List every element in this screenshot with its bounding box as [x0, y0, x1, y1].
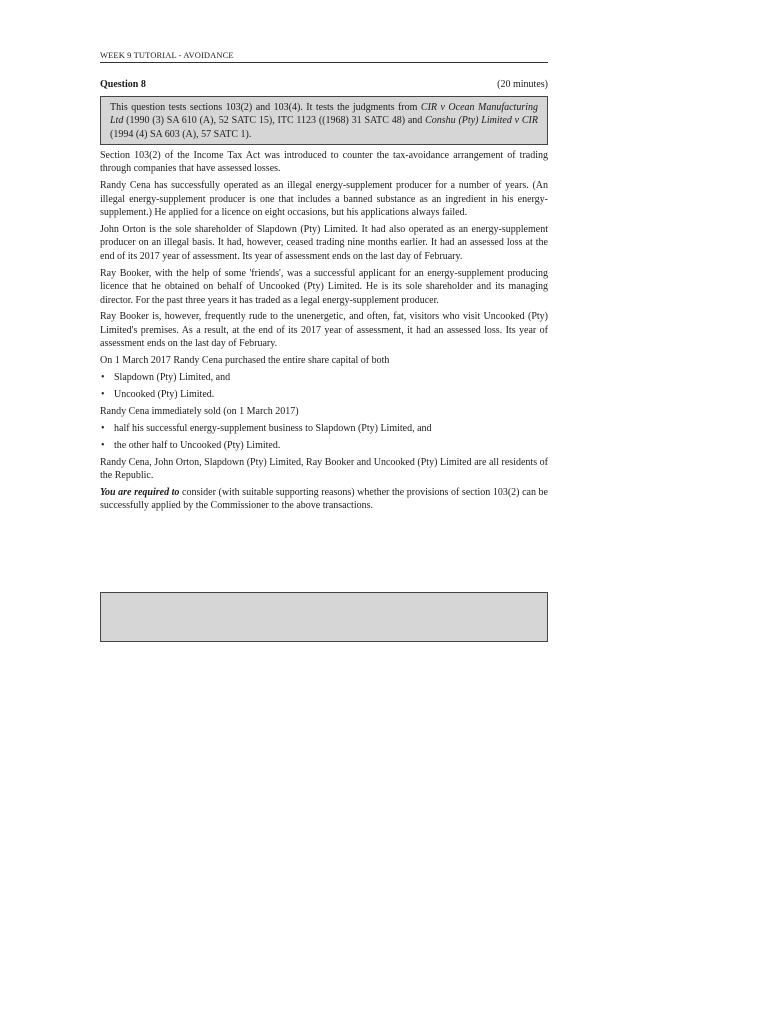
question-intro-box [100, 96, 548, 145]
running-header: WEEK 9 TUTORIAL - AVOIDANCE [100, 50, 548, 63]
paragraph-share-purchase: On 1 March 2017 Randy Cena purchased the entire share capital of both [100, 355, 390, 367]
requirement-lead: You are required to [100, 486, 180, 498]
paragraph-uncooked-loss: Ray Booker is, however, frequently rude to the unenergetic, and often, fat, visitors who visit Uncooked (Pty) Limited's premises. As a result, at the end of its 2017 year of assessment, it had an assessed loss. Its year of assessment ends on the last day of February. [100, 311, 548, 350]
list-item: • the other half to Uncooked (Pty) Limited. [101, 439, 281, 451]
requirement-paragraph [100, 486, 548, 513]
paragraph-randy-cena: Randy Cena has successfully operated as an illegal energy-supplement producer for a number of years. (An illegal energy-supplement producer is one that includes a banned substance as an ingredient in his energy-supplement.) He applied for a licence on eight occasions, but his applications always failed. [100, 180, 548, 219]
bullet-icon: • [101, 422, 105, 434]
intro-text-3: (1994 (4) SA 603 (A), 57 SATC 1). [110, 128, 252, 140]
question-time: (20 minutes) [497, 79, 548, 90]
intro-case-2: Conshu (Pty) Limited v CIR [425, 115, 538, 127]
question-heading-row [100, 79, 548, 90]
question-body [100, 149, 548, 516]
business-sale-list [100, 422, 548, 452]
paragraph-business-sale: Randy Cena immediately sold (on 1 March 2017) [100, 405, 299, 417]
list-item: • Slapdown (Pty) Limited, and [101, 372, 231, 384]
list-item: • Uncooked (Pty) Limited. [101, 389, 215, 400]
bullet-icon: • [101, 439, 105, 451]
paragraph-john-orton: John Orton is the sole shareholder of Slapdown (Pty) Limited. It had also operated as an energy-supplement producer on an illegal basis. It had, however, ceased trading nine months earlier. It had an assessed loss at the end of its 2017 year of assessment. Its year of assessment ends on the last day of February. [100, 224, 548, 262]
intro-text-1: This question tests sections 103(2) and 103(4). It tests the judgments from [110, 102, 421, 113]
intro-case-1: CIR v Ocean Manufacturing Ltd [110, 102, 538, 127]
requirement-text: consider (with suitable supporting reasons) whether the provisions of section 103(2) can be successfully applied by the Commissioner to the above transactions. [100, 486, 548, 512]
list-item: • half his successful energy-supplement business to Slapdown (Pty) Limited, and [101, 422, 432, 434]
share-purchase-list [100, 371, 548, 401]
bullet-icon: • [101, 389, 105, 400]
intro-text-2: (1990 (3) SA 610 (A), 52 SATC 15), ITC 1123 ((1968) 31 SATC 48) and [123, 115, 426, 127]
bullet-icon: • [101, 372, 105, 384]
paragraph-residents: Randy Cena, John Orton, Slapdown (Pty) Limited, Ray Booker and Uncooked (Pty) Limited are all residents of the Republic. [100, 456, 548, 482]
question-title: Question 8 [100, 79, 146, 90]
paragraph-section-103: Section 103(2) of the Income Tax Act was introduced to counter the tax-avoidance arrangement of trading through companies that have assessed losses. [100, 150, 548, 175]
answer-box [100, 592, 548, 642]
paragraph-ray-booker: Ray Booker, with the help of some 'friends', was a successful applicant for an energy-supplement producing licence that he obtained on behalf of Uncooked (Pty) Limited. He is its sole shareholder and its managing director. For the past three years it has traded as a legal energy-supplement producer. [100, 267, 548, 306]
